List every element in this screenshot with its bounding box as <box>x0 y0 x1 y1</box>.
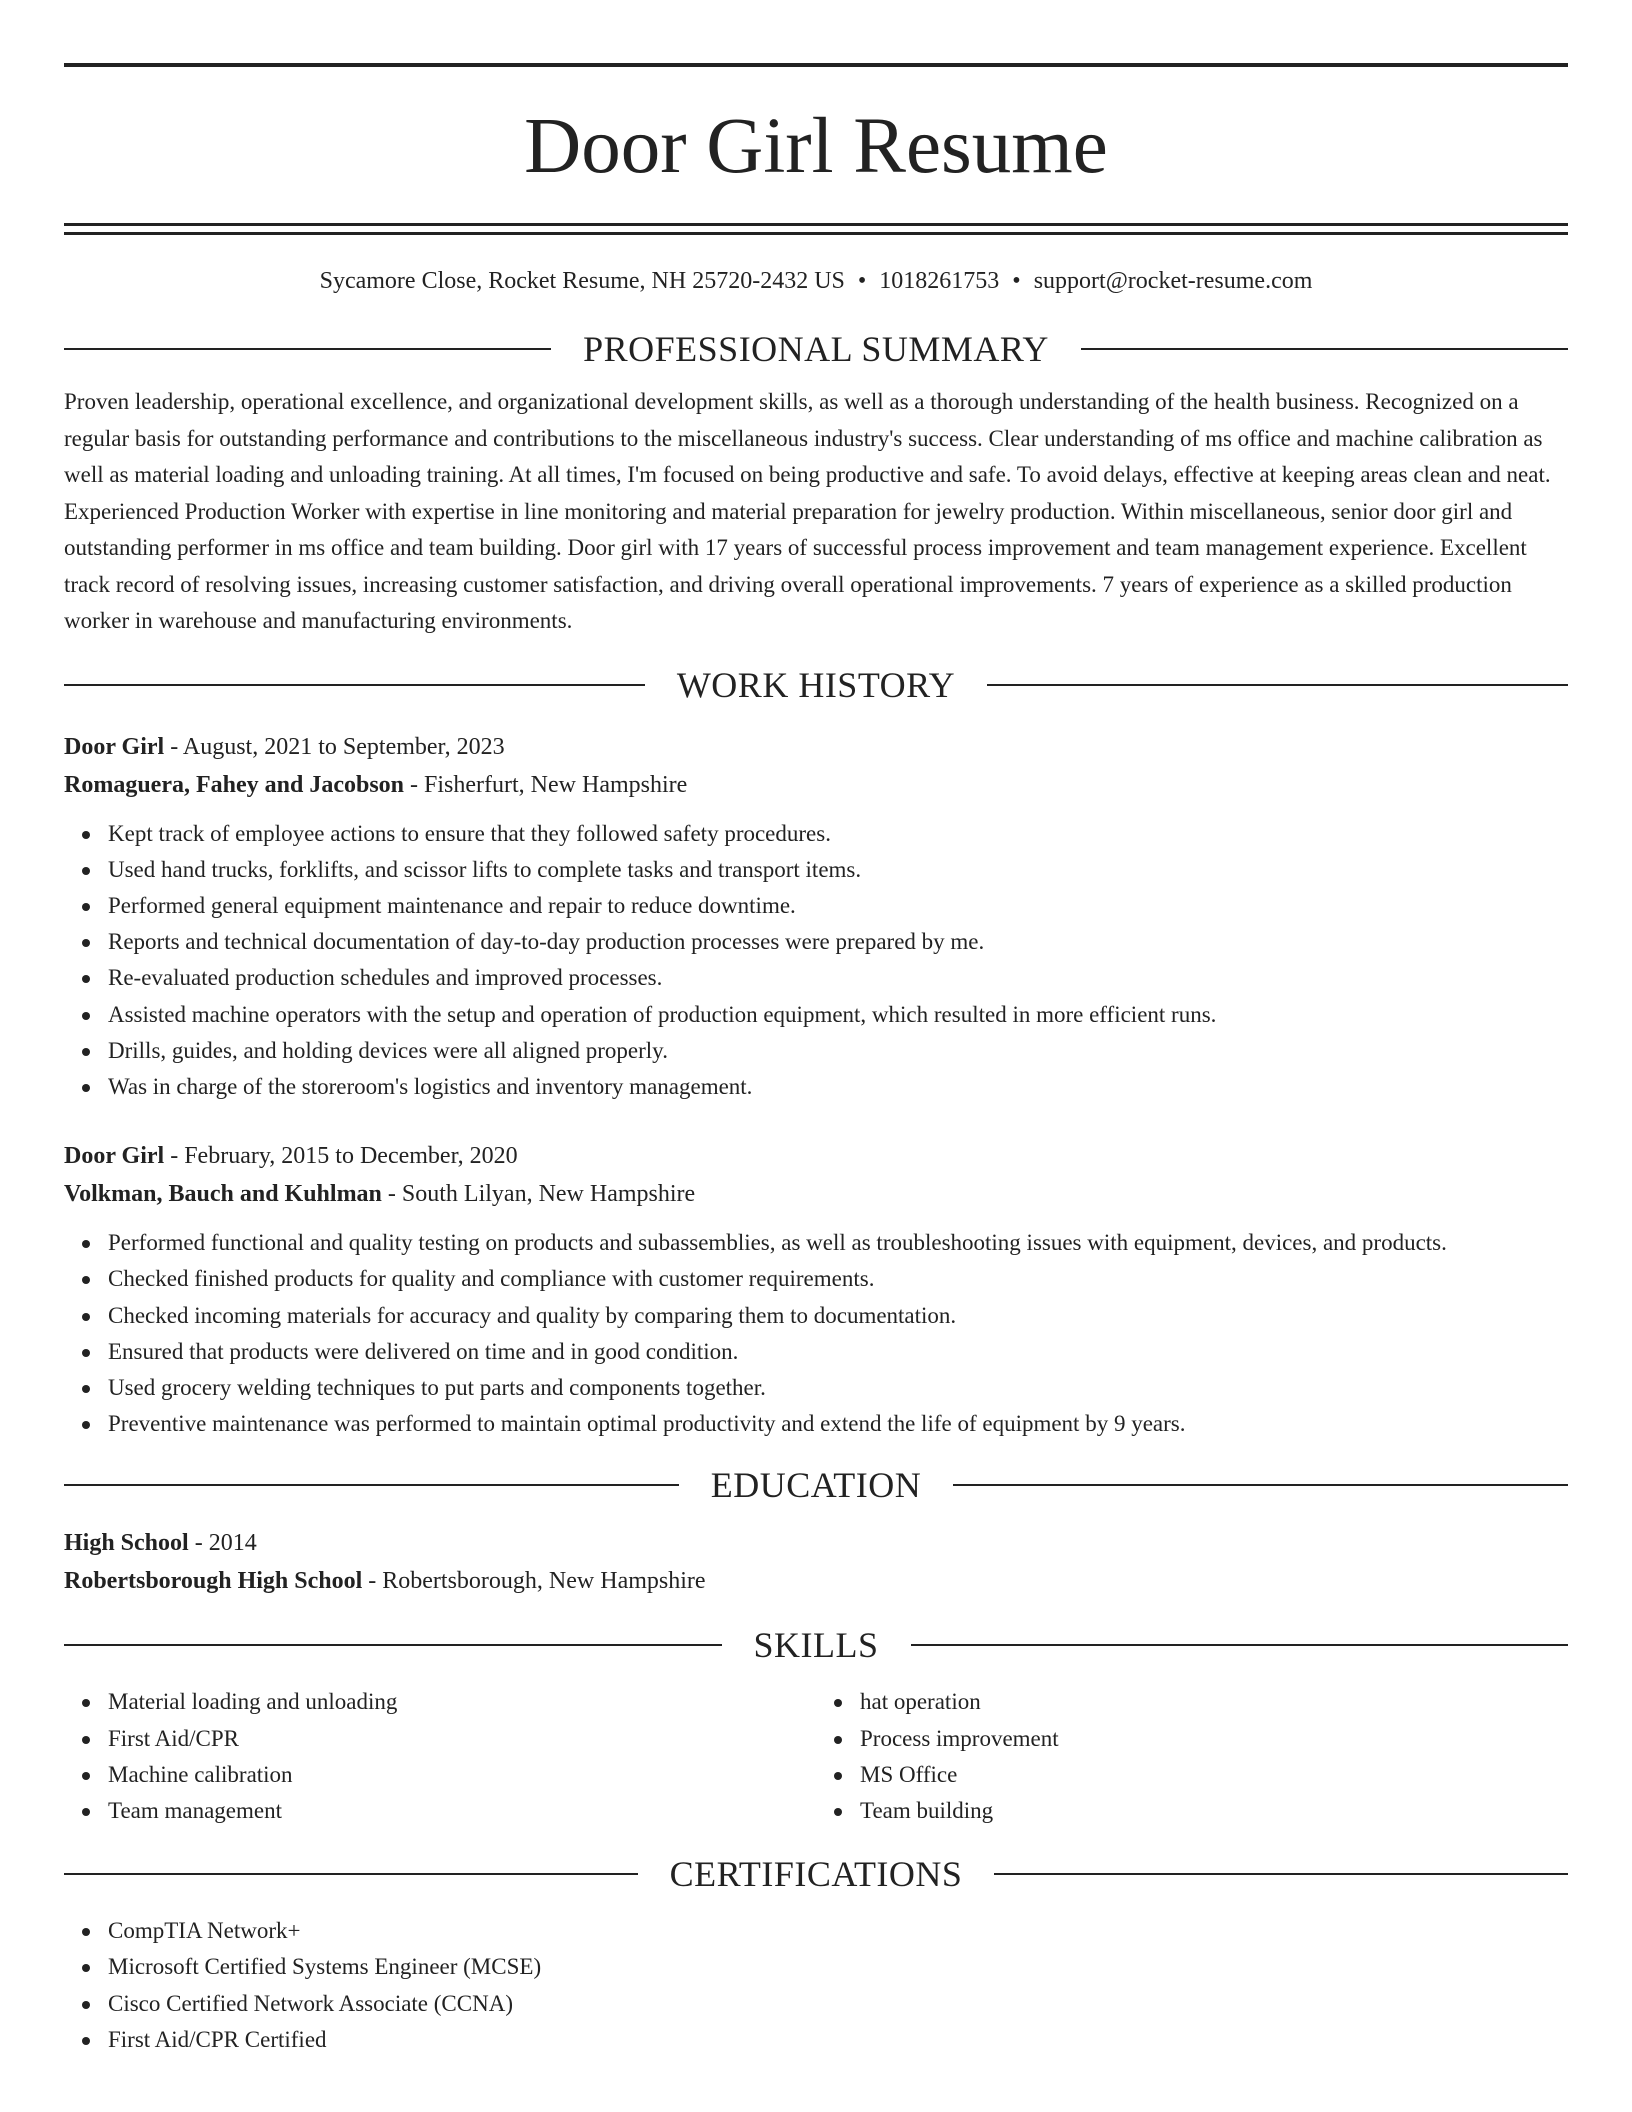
job-bullets <box>64 1225 1568 1442</box>
heading-rule-left <box>64 1644 722 1646</box>
section-title-certifications: CERTIFICATIONS <box>669 1854 963 1895</box>
section-heading-skills <box>64 1624 1568 1666</box>
education-school: Robertsborough High School <box>64 1568 363 1595</box>
section-title-summary: PROFESSIONAL SUMMARY <box>583 329 1049 369</box>
skill-item: Process improvement <box>860 1721 1568 1757</box>
title-double-rule <box>64 223 1568 235</box>
job-location: - Fisherfurt, New Hampshire <box>404 771 688 798</box>
education-degree: High School <box>64 1530 189 1557</box>
contact-email: support@rocket-resume.com <box>1033 268 1313 294</box>
skills-column-right <box>816 1684 1568 1829</box>
job-bullet: Kept track of employee actions to ensure that they followed safety procedures. <box>108 816 1568 852</box>
contact-address: Sycamore Close, Rocket Resume, NH 25720-2432 US <box>319 268 845 294</box>
job-dates: - August, 2021 to September, 2023 <box>164 733 505 760</box>
section-title-education: EDUCATION <box>710 1465 922 1506</box>
skill-item: hat operation <box>860 1684 1568 1720</box>
education-school-line <box>64 1562 1568 1600</box>
education-entry <box>64 1524 1568 1600</box>
skills-column-left <box>64 1684 816 1829</box>
job-bullet: Drills, guides, and holding devices were all aligned properly. <box>108 1033 1568 1069</box>
skill-item: MS Office <box>860 1757 1568 1793</box>
certification-item: CompTIA Network+ <box>108 1913 1568 1949</box>
skill-item: Machine calibration <box>108 1757 816 1793</box>
skill-item: Team management <box>108 1793 816 1829</box>
heading-rule-left <box>64 684 645 686</box>
job-title-line <box>64 1137 1568 1175</box>
heading-rule-right <box>987 684 1568 686</box>
job-dates: - February, 2015 to December, 2020 <box>164 1143 518 1170</box>
heading-rule-right <box>953 1484 1568 1486</box>
certifications-list-wrap <box>64 1913 1568 2058</box>
job-bullet: Ensured that products were delivered on time and in good condition. <box>108 1334 1568 1370</box>
job-bullet: Reports and technical documentation of day-to-day production processes were prepared by me. <box>108 924 1568 960</box>
job-entry <box>64 1137 1568 1442</box>
education-year: - 2014 <box>188 1530 257 1557</box>
job-entry <box>64 728 1568 1106</box>
job-bullets <box>64 816 1568 1106</box>
job-title-line <box>64 728 1568 766</box>
section-heading-summary <box>64 328 1568 370</box>
job-company: Volkman, Bauch and Kuhlman <box>64 1181 382 1208</box>
job-bullet: Performed general equipment maintenance and repair to reduce downtime. <box>108 888 1568 924</box>
section-title-skills: SKILLS <box>753 1625 879 1666</box>
heading-rule-right <box>994 1873 1568 1875</box>
job-bullet: Was in charge of the storeroom's logistics and inventory management. <box>108 1069 1568 1105</box>
job-bullet: Used hand trucks, forklifts, and scissor lifts to complete tasks and transport items. <box>108 852 1568 888</box>
skill-item: Team building <box>860 1793 1568 1829</box>
job-bullet: Re-evaluated production schedules and improved processes. <box>108 960 1568 996</box>
heading-rule-right <box>911 1644 1569 1646</box>
job-bullet: Performed functional and quality testing on products and subassemblies, as well as troubleshooting issues with equipment, devices, and products. <box>108 1225 1568 1261</box>
section-heading-certifications <box>64 1853 1568 1895</box>
job-company-line <box>64 1175 1568 1213</box>
heading-rule-right <box>1081 348 1568 350</box>
skill-item: Material loading and unloading <box>108 1684 816 1720</box>
contact-separator: • <box>857 268 867 294</box>
contact-separator: • <box>1012 268 1021 294</box>
skills-grid <box>64 1684 1568 1829</box>
heading-rule-left <box>64 1484 679 1486</box>
contact-phone: 1018261753 <box>879 268 1000 294</box>
heading-rule-left <box>64 348 551 350</box>
job-bullet: Used grocery welding techniques to put parts and components together. <box>108 1370 1568 1406</box>
job-bullet: Preventive maintenance was performed to maintain optimal productivity and extend the life of equipment by 9 years. <box>108 1406 1568 1442</box>
certification-item: First Aid/CPR Certified <box>108 2022 1568 2058</box>
resume-content <box>64 63 1568 2058</box>
section-heading-education <box>64 1464 1568 1506</box>
job-title: Door Girl <box>64 1143 165 1170</box>
skill-item: First Aid/CPR <box>108 1721 816 1757</box>
job-bullet: Checked finished products for quality and compliance with customer requirements. <box>108 1261 1568 1297</box>
job-company-line <box>64 766 1568 804</box>
section-heading-work <box>64 664 1568 706</box>
heading-rule-left <box>64 1873 638 1875</box>
certifications-list <box>64 1913 1568 2058</box>
job-location: - South Lilyan, New Hampshire <box>381 1181 696 1208</box>
section-title-work: WORK HISTORY <box>676 664 956 705</box>
contact-line <box>64 266 1568 296</box>
education-location: - Robertsborough, New Hampshire <box>362 1568 706 1595</box>
top-rule <box>64 63 1568 67</box>
job-company: Romaguera, Fahey and Jacobson <box>64 771 405 798</box>
certification-item: Cisco Certified Network Associate (CCNA) <box>108 1986 1568 2022</box>
summary-text: Proven leadership, operational excellence, and organizational development skills, as well as a thorough understanding of the health business. Recognized on a regular basis for outstanding performance and contributions to the miscellaneous industry's success. Clear understanding of ms office and machine calibration as well as material loading and unloading training. At all times, I'm focused on being productive and safe. To avoid delays, effective at keeping areas clean and neat. Experienced Production Worker with expertise in line monitoring and material preparation for jewelry production. Within miscellaneous, senior door girl and outstanding performer in ms office and team building. Door girl with 17 years of successful process improvement and team management experience. Excellent track record of resolving issues, increasing customer satisfaction, and driving overall operational improvements. 7 years of experience as a skilled production worker in warehouse and manufacturing environments. <box>64 389 1551 633</box>
job-bullet: Checked incoming materials for accuracy and quality by comparing them to documentation. <box>108 1298 1568 1334</box>
resume-title: Door Girl Resume <box>524 103 1108 190</box>
job-title: Door Girl <box>64 733 165 760</box>
certification-item: Microsoft Certified Systems Engineer (MCSE) <box>108 1949 1568 1985</box>
education-degree-line <box>64 1524 1568 1562</box>
job-bullet: Assisted machine operators with the setup and operation of production equipment, which resulted in more efficient runs. <box>108 997 1568 1033</box>
